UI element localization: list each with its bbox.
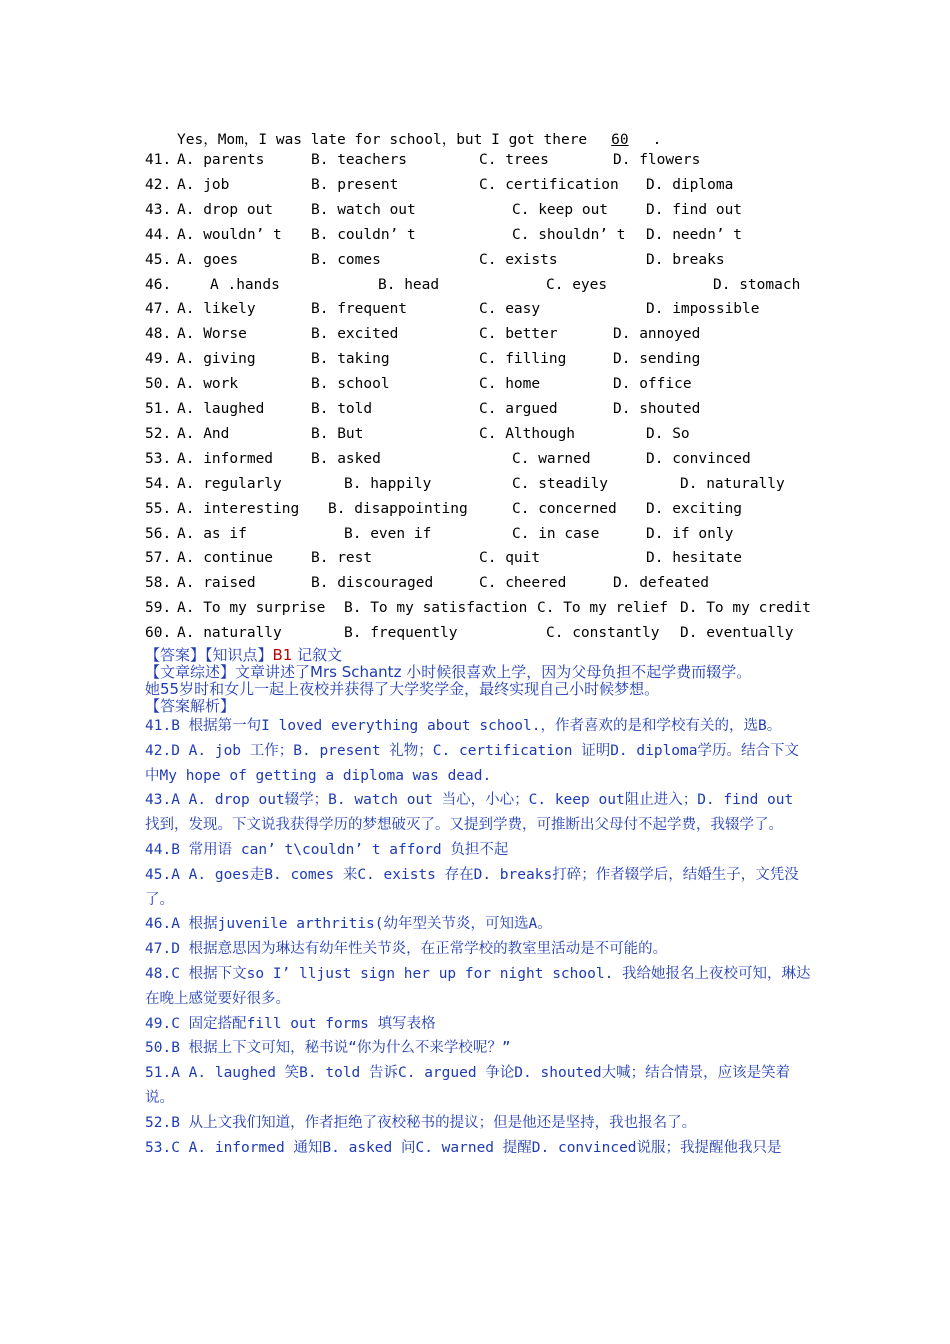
option-a: A. work — [177, 376, 239, 393]
summary-line-2: 她55岁时和女儿一起上夜校并获得了大学奖学金，最终实现自己小时候梦想。 — [145, 680, 660, 698]
answer-label: 【答案】【知识点】 — [145, 646, 273, 664]
option-d: D. shouted — [613, 401, 701, 417]
question-number: 59. — [145, 600, 172, 617]
question-row — [0, 351, 950, 375]
question-number: 60. — [145, 625, 172, 642]
option-a: A. job — [177, 176, 230, 193]
option-a: A. likely — [177, 301, 256, 318]
option-c: C. warned — [512, 450, 591, 467]
option-d: D. flowers — [613, 152, 701, 168]
option-b: B. taking — [311, 351, 390, 368]
option-b: B. To my satisfaction — [344, 600, 528, 617]
option-c: C. shouldn’ t — [512, 226, 626, 243]
option-b: B. happily — [344, 475, 432, 492]
question-number: 44. — [145, 226, 172, 243]
question-row — [0, 227, 950, 251]
option-a: A. wouldn’ t — [177, 226, 282, 243]
option-b: B. disappointing — [328, 500, 468, 517]
summary-line-1: 文章讲述了Mrs Schantz 小时候很喜欢上学，因为父母负担不起学费而辍学。 — [235, 663, 752, 681]
question-number: 42. — [145, 176, 172, 193]
option-b: B. school — [311, 376, 390, 393]
answer-item: 46.A 根据juvenile arthritis(幼年型关节炎，可知选A。 — [145, 916, 552, 933]
question-number: 46. — [145, 276, 172, 293]
question-row — [0, 526, 950, 550]
option-c: C. in case — [512, 525, 600, 542]
question-row — [0, 252, 950, 276]
option-a: A. informed — [177, 450, 274, 467]
answer-item: 52.B 从上文我们知道，作者拒绝了夜校秘书的提议；但是他还是坚持，我也报名了。 — [145, 1114, 697, 1131]
option-c: C. better — [479, 326, 558, 343]
answer-item: 43.A A. drop out辍学；B. watch out 当心，小心；C. keep out阻止进入；D. find out 找到，发现。下文说我获得学历的梦想破灭了。又提到学费，可推断出父母付不起学费，我辍学了。 — [145, 792, 794, 834]
answer-item: 42.D A. job 工作；B. present 礼物；C. certification 证明D. diploma学历。结合下文中My hope of getting a diploma was dead. — [145, 742, 799, 784]
intro-text: Yes，Mom，I was late for school，but I got there — [177, 132, 596, 148]
answer-header — [145, 647, 342, 664]
option-d: D. sending — [613, 351, 701, 368]
option-a: A. laughed — [177, 401, 265, 417]
option-a: A. parents — [177, 152, 265, 168]
option-b: B. present — [311, 176, 399, 193]
question-row — [0, 152, 950, 176]
option-d: D. if only — [646, 525, 734, 542]
option-a: A. drop out — [177, 201, 274, 218]
question-number: 41. — [145, 152, 172, 168]
option-d: D. office — [613, 376, 692, 393]
question-row — [0, 575, 950, 599]
genre-label: 记叙文 — [292, 646, 343, 664]
summary-block — [145, 664, 835, 698]
answer-item: 44.B 常用语 can’ t\couldn’ t afford 负担不起 — [145, 841, 509, 858]
question-number: 52. — [145, 425, 172, 442]
knowledge-code: B1 — [272, 646, 293, 664]
question-row — [0, 426, 950, 450]
option-b: B. But — [311, 425, 364, 442]
option-b: B. head — [378, 276, 440, 293]
option-c: C. certification — [479, 176, 619, 193]
passage-last-line — [177, 128, 661, 149]
option-a: A .hands — [210, 276, 280, 293]
option-b: B. asked — [311, 450, 381, 467]
analysis-label: 【答案解析】 — [145, 697, 236, 715]
option-a: A. raised — [177, 575, 256, 592]
answer-item: 50.B 根据上下文可知，秘书说“你为什么不来学校呢？” — [145, 1040, 511, 1057]
option-d: D. exciting — [646, 500, 743, 517]
option-c: C. cheered — [479, 575, 567, 592]
question-row — [0, 277, 950, 301]
question-row — [0, 600, 950, 624]
option-c: C. trees — [479, 152, 549, 168]
question-row — [0, 476, 950, 500]
question-number: 48. — [145, 326, 172, 343]
option-d: D. breaks — [646, 251, 725, 268]
option-a: A. continue — [177, 550, 274, 567]
option-c: C. argued — [479, 401, 558, 417]
question-number: 43. — [145, 201, 172, 218]
question-row — [0, 376, 950, 400]
option-d: D. convinced — [646, 450, 751, 467]
option-c: C. concerned — [512, 500, 617, 517]
option-a: A. regularly — [177, 475, 282, 492]
option-b: B. frequent — [311, 301, 408, 318]
option-d: D. defeated — [613, 575, 710, 592]
option-d: D. annoyed — [613, 326, 701, 343]
question-row — [0, 326, 950, 350]
option-a: A. Worse — [177, 326, 247, 343]
question-number: 54. — [145, 475, 172, 492]
question-number: 50. — [145, 376, 172, 393]
option-d: D. hesitate — [646, 550, 743, 567]
question-number: 53. — [145, 450, 172, 467]
summary-label: 【文章综述】 — [145, 663, 236, 681]
question-number: 58. — [145, 575, 172, 592]
option-c: C. easy — [479, 301, 541, 318]
option-c: C. exists — [479, 251, 558, 268]
blank-60: 60 — [611, 132, 629, 148]
question-row — [0, 202, 950, 226]
question-row — [0, 625, 950, 649]
option-d: D. So — [646, 425, 690, 442]
option-d: D. impossible — [646, 301, 760, 318]
option-b: B. discouraged — [311, 575, 434, 592]
option-a: A. To my surprise — [177, 600, 326, 617]
option-d: D. stomach — [713, 276, 801, 293]
option-b: B. rest — [311, 550, 373, 567]
question-number: 56. — [145, 525, 172, 542]
option-d: D. eventually — [680, 625, 794, 642]
option-b: B. couldn’ t — [311, 226, 416, 243]
option-b: B. comes — [311, 251, 381, 268]
option-b: B. watch out — [311, 201, 416, 218]
option-b: B. frequently — [344, 625, 458, 642]
question-row — [0, 550, 950, 574]
answer-item: 48.C 根据下文so I’ lljust sign her up for night school. 我给她报名上夜校可知，琳达在晚上感觉要好很多。 — [145, 965, 811, 1007]
option-a: A. interesting — [177, 500, 300, 517]
question-row — [0, 401, 950, 425]
option-b: B. even if — [344, 525, 432, 542]
option-c: C. quit — [479, 550, 541, 567]
option-d: D. needn’ t — [646, 226, 743, 243]
answer-item: 49.C 固定搭配fill out forms 填写表格 — [145, 1015, 436, 1032]
option-c: C. steadily — [512, 475, 609, 492]
question-row — [0, 501, 950, 525]
option-b: B. excited — [311, 326, 399, 343]
option-c: C. To my relief — [537, 600, 668, 617]
answer-item: 53.C A. informed 通知B. asked 问C. warned 提醒D. convinced说服；我提醒他我只是 — [145, 1139, 782, 1156]
option-b: B. teachers — [311, 152, 408, 168]
option-d: D. diploma — [646, 176, 734, 193]
option-c: C. home — [479, 376, 541, 393]
option-a: A. giving — [177, 351, 256, 368]
answer-item: 41.B 根据第一句I loved everything about school.，作者喜欢的是和学校有关的，选B。 — [145, 718, 782, 734]
answer-item: 47.D 根据意思因为琳达有幼年性关节炎，在正常学校的教室里活动是不可能的。 — [145, 941, 668, 958]
option-a: A. And — [177, 425, 230, 442]
option-c: C. eyes — [546, 276, 608, 293]
option-a: A. naturally — [177, 625, 282, 642]
option-a: A. goes — [177, 251, 239, 268]
option-d: D. To my credit — [680, 600, 811, 617]
question-number: 57. — [145, 550, 172, 567]
answer-item: 45.A A. goes走B. comes 来C. exists 存在D. breaks打碎；作者辍学后，结婚生子，文凭没了。 — [145, 866, 799, 908]
option-a: A. as if — [177, 525, 247, 542]
option-c: C. constantly — [546, 625, 660, 642]
option-c: C. keep out — [512, 201, 609, 218]
question-row — [0, 177, 950, 201]
intro-end: . — [643, 132, 662, 148]
question-number: 55. — [145, 500, 172, 517]
option-d: D. naturally — [680, 475, 785, 492]
option-c: C. filling — [479, 351, 567, 368]
question-number: 47. — [145, 301, 172, 318]
option-b: B. told — [311, 401, 373, 417]
question-number: 49. — [145, 351, 172, 368]
option-d: D. find out — [646, 201, 743, 218]
question-number: 51. — [145, 401, 172, 417]
question-row — [0, 451, 950, 475]
question-row — [0, 301, 950, 325]
answer-item: 51.A A. laughed 笑B. told 告诉C. argued 争论D. shouted大喊；结合情景，应该是笑着说。 — [145, 1065, 791, 1106]
question-number: 45. — [145, 251, 172, 268]
option-c: C. Although — [479, 425, 576, 442]
answer-analysis-list — [145, 714, 813, 1160]
